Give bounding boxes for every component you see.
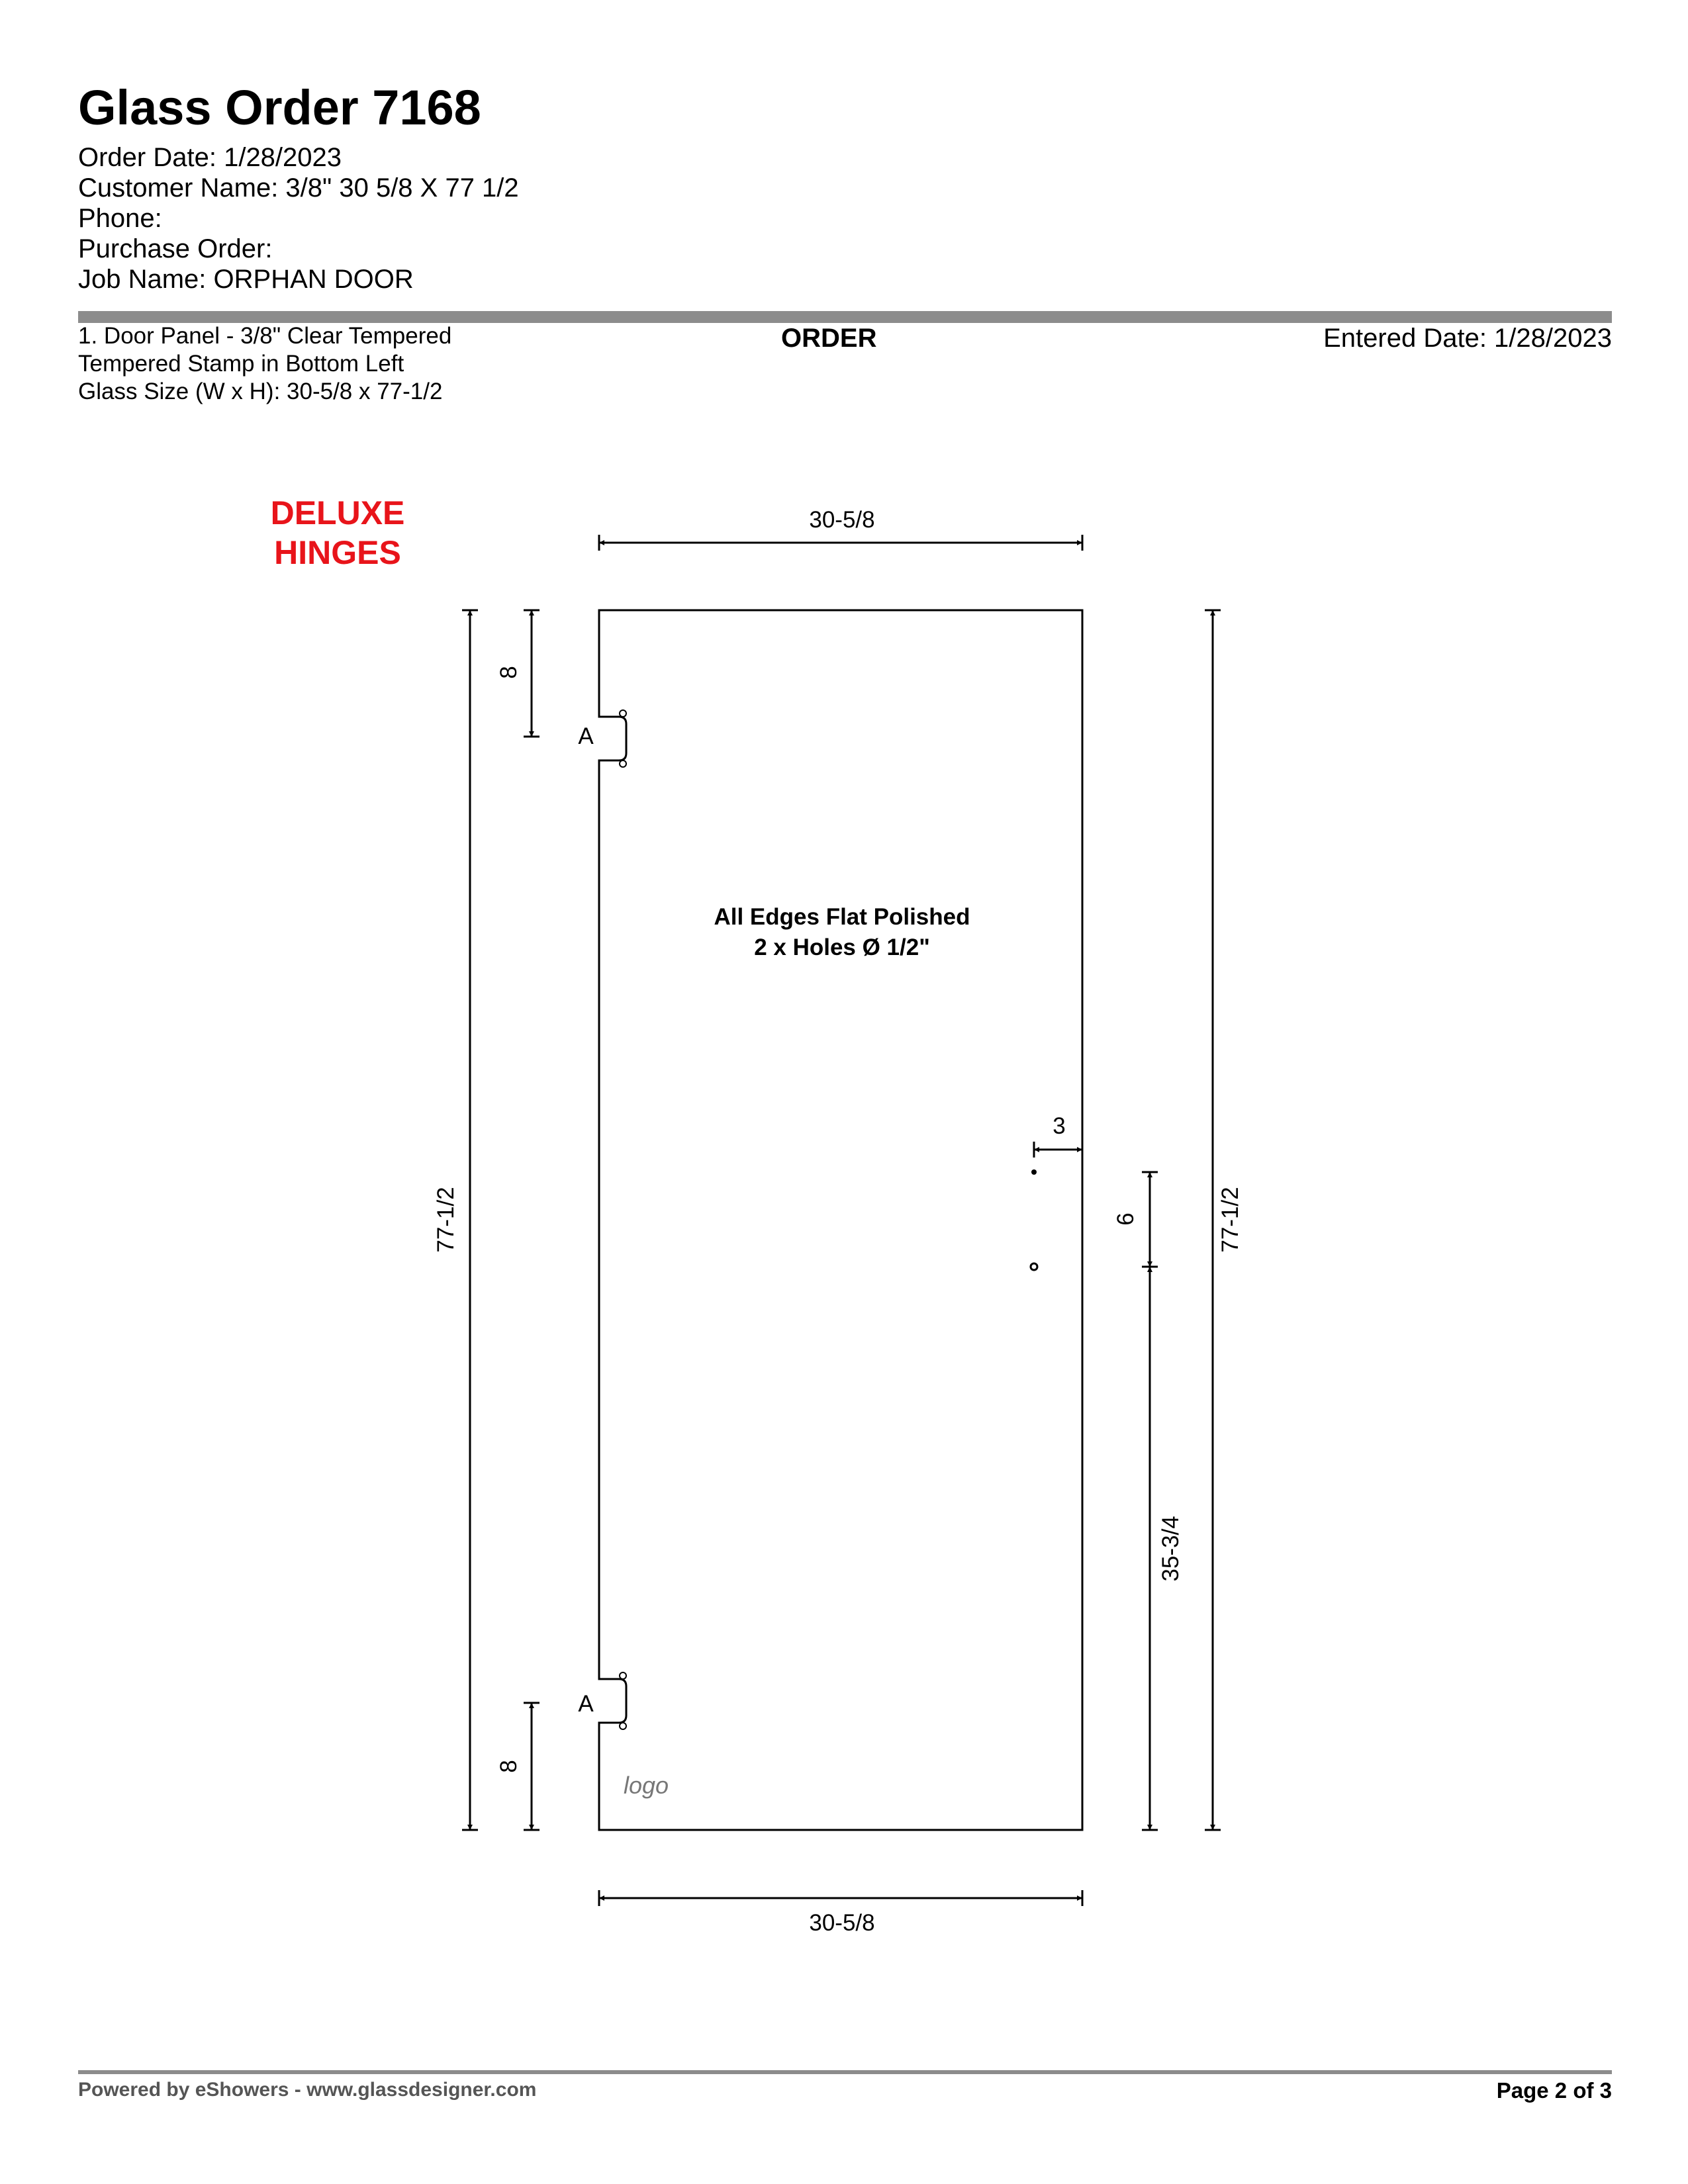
hinge-label-bottom: A — [578, 1691, 594, 1717]
hole-spacing-label: 6 — [1113, 1212, 1139, 1226]
job-name: Job Name: ORPHAN DOOR — [78, 265, 414, 294]
hinge-pin — [620, 760, 626, 767]
page-number: Page 2 of 3 — [1496, 2078, 1612, 2103]
phone: Phone: — [78, 204, 162, 233]
deluxe-hinges-callout: DELUXE HINGES — [270, 494, 405, 571]
order-title: Glass Order 7168 — [78, 80, 481, 135]
hinge-offset-top-label: 8 — [496, 666, 522, 679]
logo-placeholder: logo — [624, 1772, 669, 1799]
width-top-label: 30-5/8 — [809, 507, 875, 533]
glass-panel-outline — [599, 610, 1082, 1830]
hinge-pin — [620, 1672, 626, 1679]
holes-note: 2 x Holes Ø 1/2" — [754, 934, 930, 960]
powered-by: Powered by eShowers - www.glassdesigner.com — [78, 2079, 537, 2101]
hinge-pin — [620, 1723, 626, 1729]
height-right-label: 77-1/2 — [1217, 1187, 1243, 1253]
order-date: Order Date: 1/28/2023 — [78, 143, 342, 172]
height-left-label: 77-1/2 — [433, 1187, 459, 1253]
customer-name: Customer Name: 3/8" 30 5/8 X 77 1/2 — [78, 173, 519, 203]
hinge-pin — [620, 710, 626, 717]
entered-date: Entered Date: 1/28/2023 — [1323, 324, 1612, 353]
hole-marker — [1031, 1169, 1037, 1175]
hinge-offset-bottom-label: 8 — [496, 1760, 522, 1773]
item-description: 1. Door Panel - 3/8" Clear Tempered — [78, 323, 452, 349]
item-glass-size: Glass Size (W x H): 30-5/8 x 77-1/2 — [78, 379, 443, 404]
hinge-label-top: A — [578, 723, 594, 749]
edge-note: All Edges Flat Polished — [714, 904, 970, 930]
width-bottom-label: 30-5/8 — [809, 1910, 875, 1936]
purchase-order: Purchase Order: — [78, 234, 273, 263]
order-label: ORDER — [781, 324, 877, 353]
hole-height-label: 35-3/4 — [1158, 1516, 1184, 1582]
hole-edge-offset-label: 3 — [1053, 1113, 1066, 1139]
footer-divider — [78, 2070, 1612, 2074]
hole-marker — [1031, 1263, 1037, 1270]
item-stamp-note: Tempered Stamp in Bottom Left — [78, 351, 404, 377]
